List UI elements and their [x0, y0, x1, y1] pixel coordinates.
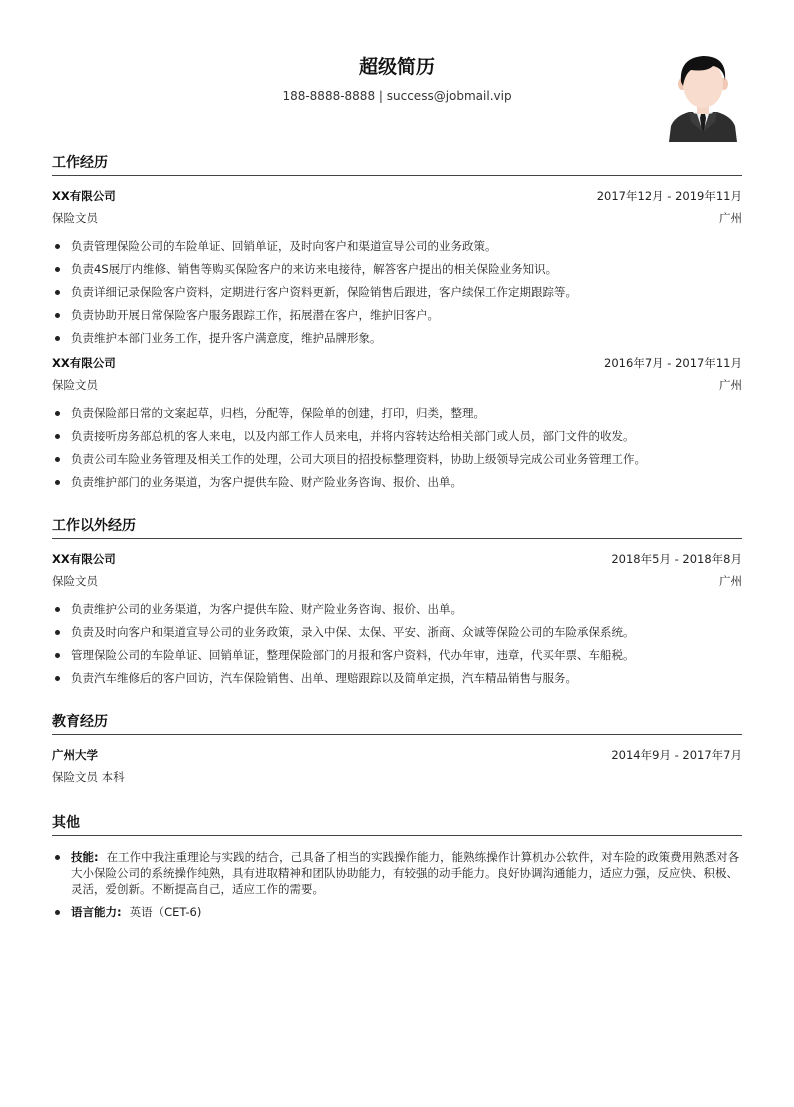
- bullet-item: 负责保险部日常的文案起草，归档，分配等，保险单的创建，打印，归类，整理。: [52, 405, 742, 421]
- section-title-work: 工作经历: [52, 150, 742, 176]
- language-label: 语言能力:: [71, 905, 122, 919]
- entry-city: 广州: [719, 378, 742, 392]
- bullet-item: 负责4S展厅内维修、销售等购买保险客户的来访来电接待，解答客户提出的相关保险业务知识。: [52, 261, 742, 277]
- work-entry: [52, 353, 742, 490]
- entry-role: 保险文员: [52, 574, 98, 588]
- resume-header: [52, 0, 742, 150]
- entry-bullets: [52, 601, 742, 686]
- skills-item: [52, 849, 742, 897]
- extra-entry: [52, 549, 742, 686]
- entry-date: 2016年7月 - 2017年11月: [604, 356, 742, 370]
- bullet-item: 负责维护公司的业务渠道，为客户提供车险、财产险业务咨询、报价、出单。: [52, 601, 742, 617]
- bullet-item: 负责协助开展日常保险客户服务跟踪工作，拓展潜在客户，维护旧客户。: [52, 307, 742, 323]
- contact-info: 188-8888-8888 | success@jobmail.vip: [282, 89, 512, 103]
- candidate-name: 超级简历: [358, 56, 435, 78]
- bullet-item: 负责及时向客户和渠道宣导公司的业务政策，录入中保、太保、平安、浙商、众诚等保险公司的车险承保系统。: [52, 624, 742, 640]
- entry-bullets: [52, 238, 742, 346]
- bullet-item: 负责维护部门的业务渠道，为客户提供车险、财产险业务咨询、报价、出单。: [52, 474, 742, 490]
- bullet-item: 负责详细记录保险客户资料，定期进行客户资料更新，保险销售后跟进，客户续保工作定期跟踪等。: [52, 284, 742, 300]
- entry-org: XX有限公司: [52, 356, 116, 370]
- skills-text: 在工作中我注重理论与实践的结合，己具备了相当的实践操作能力，能熟练操作计算机办公软件，对车险的政策费用熟悉对各大小保险公司的系统操作纯熟，具有进取精神和团队协助能力，有较强的动手能力。良好协调沟通能力，适应力强，反应快、积极、灵活，爱创新。不断提高自己，适应工作的需要。: [71, 850, 740, 896]
- skills-label: 技能:: [71, 850, 99, 864]
- bullet-item: 管理保险公司的车险单证、回销单证，整理保险部门的月报和客户资料，代办年审，违章，代买年票、车船税。: [52, 647, 742, 663]
- section-title-extra: 工作以外经历: [52, 513, 742, 539]
- work-section: [52, 150, 742, 490]
- school-name: 广州大学: [52, 748, 98, 762]
- work-entry: [52, 186, 742, 346]
- other-section: [52, 810, 742, 920]
- bullet-item: 负责维护本部门业务工作，提升客户满意度，维护品牌形象。: [52, 330, 742, 346]
- entry-org: XX有限公司: [52, 552, 116, 566]
- bullet-item: 负责管理保险公司的车险单证、回销单证，及时向客户和渠道宣导公司的业务政策。: [52, 238, 742, 254]
- bullet-item: 负责接听房务部总机的客人来电，以及内部工作人员来电，并将内容转达给相关部门或人员，部门文件的收发。: [52, 428, 742, 444]
- bullet-item: 负责公司车险业务管理及相关工作的处理，公司大项目的招投标整理资料，协助上级领导完成公司业务管理工作。: [52, 451, 742, 467]
- education-date: 2014年9月 - 2017年7月: [611, 748, 742, 762]
- language-text: 英语（CET-6): [129, 905, 202, 919]
- entry-bullets: [52, 405, 742, 490]
- bullet-item: 负责汽车维修后的客户回访，汽车保险销售、出单、理赔跟踪以及简单定损，汽车精品销售与服务。: [52, 670, 742, 686]
- entry-date: 2018年5月 - 2018年8月: [611, 552, 742, 566]
- section-title-other: 其他: [52, 810, 742, 836]
- other-list: [52, 849, 742, 920]
- entry-city: 广州: [719, 211, 742, 225]
- education-section: [52, 709, 742, 790]
- entry-city: 广州: [719, 574, 742, 588]
- section-title-education: 教育经历: [52, 709, 742, 735]
- extra-section: [52, 513, 742, 686]
- entry-role: 保险文员: [52, 378, 98, 392]
- language-item: [52, 904, 742, 920]
- resume-page: [52, 0, 742, 927]
- education-detail: 保险文员 本科: [52, 770, 125, 784]
- avatar: [667, 52, 739, 142]
- entry-org: XX有限公司: [52, 189, 116, 203]
- entry-role: 保险文员: [52, 211, 98, 225]
- entry-date: 2017年12月 - 2019年11月: [596, 189, 742, 203]
